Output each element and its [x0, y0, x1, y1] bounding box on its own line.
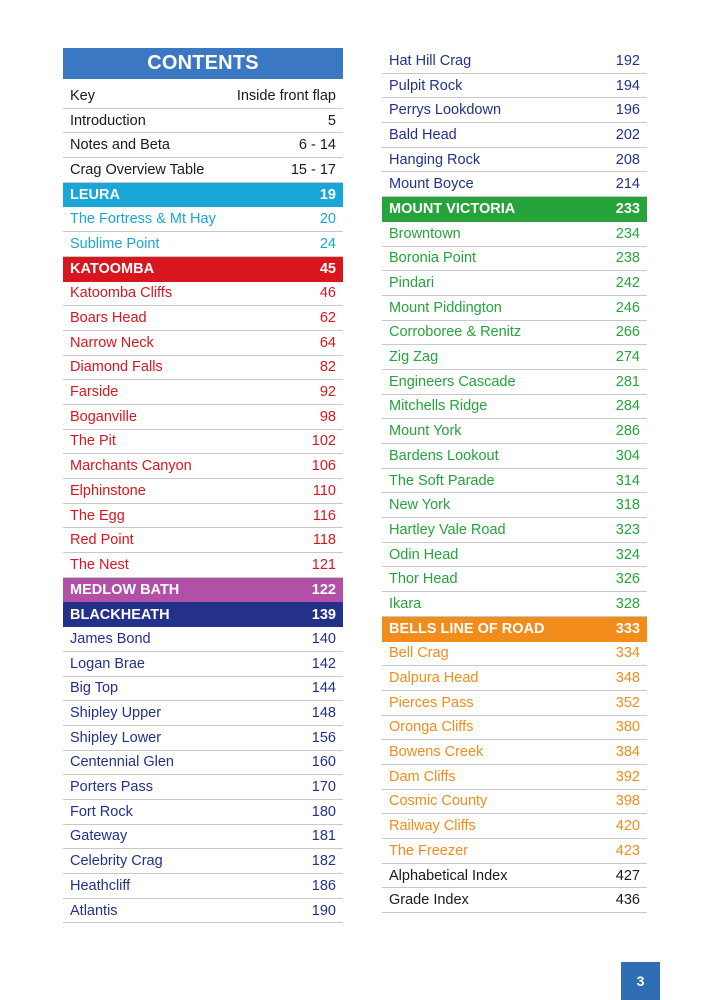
entry-page-number: 186: [311, 877, 336, 894]
entry-page-number: 15 - 17: [290, 161, 336, 178]
entry-page-number: 156: [311, 729, 336, 746]
toc-entry-logan-brae[interactable]: [63, 652, 343, 677]
toc-entry-marchants-canyon[interactable]: [63, 454, 343, 479]
toc-entry-mount-york[interactable]: [382, 419, 647, 444]
entry-title: Browntown: [389, 225, 461, 242]
entry-page-number: 436: [615, 892, 640, 909]
entry-title: Porters Pass: [70, 779, 153, 796]
entry-page-number: 182: [311, 853, 336, 870]
entry-page-number: 170: [311, 779, 336, 796]
entry-page-number: 352: [615, 694, 640, 711]
entry-title: Heathcliff: [70, 877, 131, 894]
entry-page-number: 284: [615, 398, 640, 415]
entry-page-number: 427: [615, 867, 640, 884]
entry-page-number: 140: [311, 630, 336, 647]
toc-entry-celebrity-crag[interactable]: [63, 849, 343, 874]
toc-entry-fort-rock[interactable]: [63, 800, 343, 825]
toc-entry-dalpura-head[interactable]: [382, 666, 647, 691]
toc-entry-engineers-cascade[interactable]: [382, 370, 647, 395]
entry-page-number: 24: [319, 235, 336, 252]
toc-entry-key[interactable]: [63, 84, 343, 109]
contents-list-left: [63, 84, 343, 923]
entry-title: Shipley Lower: [70, 729, 162, 746]
entry-page-number: 304: [615, 447, 640, 464]
entry-page-number: 202: [615, 126, 640, 143]
entry-title: Hartley Vale Road: [389, 521, 506, 538]
entry-page-number: 181: [311, 828, 336, 845]
entry-page-number: 348: [615, 670, 640, 687]
toc-entry-the-freezer[interactable]: [382, 839, 647, 864]
entry-page-number: 45: [319, 261, 336, 278]
entry-page-number: 160: [311, 754, 336, 771]
entry-title: Centennial Glen: [70, 754, 174, 771]
toc-entry-gateway[interactable]: [63, 825, 343, 850]
entry-title: Pierces Pass: [389, 694, 474, 711]
entry-title: Hat Hill Crag: [389, 52, 472, 69]
page-number: 3: [621, 962, 660, 1000]
entry-title: Bowens Creek: [389, 744, 484, 761]
toc-entry-james-bond[interactable]: [63, 627, 343, 652]
entry-title: Gateway: [70, 828, 128, 845]
entry-title: Cosmic County: [389, 793, 488, 810]
entry-page-number: 139: [311, 606, 336, 623]
toc-entry-introduction[interactable]: [63, 109, 343, 134]
toc-entry-shipley-upper[interactable]: [63, 701, 343, 726]
entry-page-number: 64: [319, 334, 336, 351]
entry-page-number: 46: [319, 285, 336, 302]
toc-entry-porters-pass[interactable]: [63, 775, 343, 800]
entry-page-number: 144: [311, 680, 336, 697]
entry-page-number: 266: [615, 324, 640, 341]
toc-entry-boars-head[interactable]: [63, 306, 343, 331]
entry-title: Hanging Rock: [389, 151, 481, 168]
entry-page-number: 286: [615, 423, 640, 440]
entry-title: Odin Head: [389, 546, 459, 563]
entry-page-number: 423: [615, 842, 640, 859]
entry-title: Boronia Point: [389, 250, 477, 267]
entry-page-number: 328: [615, 595, 640, 612]
entry-title: Diamond Falls: [70, 359, 163, 376]
entry-title: Thor Head: [389, 571, 458, 588]
entry-page-number: 5: [327, 112, 336, 129]
entry-title: Shipley Upper: [70, 705, 162, 722]
entry-title: LEURA: [70, 187, 120, 204]
entry-title: Bardens Lookout: [389, 447, 499, 464]
entry-page-number: 102: [311, 433, 336, 450]
toc-entry-the-soft-parade[interactable]: [382, 469, 647, 494]
entry-title: Red Point: [70, 532, 134, 549]
entry-page-number: Inside front flap: [236, 87, 336, 104]
entry-title: Engineers Cascade: [389, 373, 516, 390]
entry-title: The Pit: [70, 433, 116, 450]
entry-page-number: 324: [615, 546, 640, 563]
entry-title: The Nest: [70, 556, 129, 573]
entry-page-number: 122: [311, 582, 336, 599]
toc-entry-narrow-neck[interactable]: [63, 331, 343, 356]
entry-page-number: 20: [319, 211, 336, 228]
toc-entry-hanging-rock[interactable]: [382, 148, 647, 173]
toc-entry-pierces-pass[interactable]: [382, 691, 647, 716]
toc-entry-atlantis[interactable]: [63, 899, 343, 924]
entry-title: The Egg: [70, 507, 125, 524]
entry-page-number: 384: [615, 744, 640, 761]
entry-title: Celebrity Crag: [70, 853, 163, 870]
toc-entry-railway-cliffs[interactable]: [382, 814, 647, 839]
toc-entry-sublime-point[interactable]: [63, 232, 343, 257]
entry-title: The Freezer: [389, 842, 468, 859]
entry-page-number: 98: [319, 408, 336, 425]
entry-title: Bald Head: [389, 126, 457, 143]
toc-entry-bowens-creek[interactable]: [382, 740, 647, 765]
entry-title: Atlantis: [70, 902, 118, 919]
entry-page-number: 323: [615, 521, 640, 538]
toc-entry-centennial-glen[interactable]: [63, 751, 343, 776]
entry-page-number: 194: [615, 77, 640, 94]
toc-entry-bald-head[interactable]: [382, 123, 647, 148]
entry-title: Oronga Cliffs: [389, 719, 474, 736]
toc-entry-bell-crag[interactable]: [382, 642, 647, 667]
toc-entry-hat-hill-crag[interactable]: [382, 49, 647, 74]
entry-page-number: 196: [615, 102, 640, 119]
toc-entry-corroboree-and-renitz[interactable]: [382, 321, 647, 346]
toc-entry-boganville[interactable]: [63, 405, 343, 430]
entry-page-number: 392: [615, 768, 640, 785]
toc-entry-bardens-lookout[interactable]: [382, 444, 647, 469]
entry-title: Grade Index: [389, 892, 469, 909]
entry-title: Katoomba Cliffs: [70, 285, 173, 302]
entry-title: Fort Rock: [70, 803, 133, 820]
entry-page-number: 92: [319, 384, 336, 401]
entry-page-number: 110: [312, 482, 336, 499]
entry-title: Crag Overview Table: [70, 161, 205, 178]
toc-entry-thor-head[interactable]: [382, 567, 647, 592]
entry-title: KATOOMBA: [70, 261, 155, 278]
entry-page-number: 192: [615, 52, 640, 69]
entry-page-number: 420: [615, 818, 640, 835]
entry-title: Zig Zag: [389, 349, 439, 366]
entry-title: MOUNT VICTORIA: [389, 201, 516, 218]
entry-page-number: 6 - 14: [298, 137, 336, 154]
entry-page-number: 190: [311, 902, 336, 919]
entry-title: Mount Boyce: [389, 176, 474, 193]
entry-title: Mount Piddington: [389, 299, 502, 316]
toc-entry-pulpit-rock[interactable]: [382, 74, 647, 99]
section-header-mount-victoria[interactable]: [382, 197, 647, 222]
entry-page-number: 82: [319, 359, 336, 376]
section-header-blackheath[interactable]: [63, 602, 343, 627]
toc-entry-the-pit[interactable]: [63, 430, 343, 455]
entry-page-number: 180: [311, 803, 336, 820]
entry-title: The Fortress & Mt Hay: [70, 211, 216, 228]
entry-title: Narrow Neck: [70, 334, 154, 351]
toc-entry-new-york[interactable]: [382, 493, 647, 518]
toc-entry-notes-and-beta[interactable]: [63, 133, 343, 158]
entry-title: The Soft Parade: [389, 472, 495, 489]
section-header-bells-line-of-road[interactable]: [382, 617, 647, 642]
entry-page-number: 233: [615, 201, 640, 218]
toc-entry-the-fortress-and-mt-hay[interactable]: [63, 207, 343, 232]
toc-entry-odin-head[interactable]: [382, 543, 647, 568]
toc-entry-the-nest[interactable]: [63, 553, 343, 578]
toc-entry-boronia-point[interactable]: [382, 247, 647, 272]
entry-title: Mitchells Ridge: [389, 398, 488, 415]
toc-entry-elphinstone[interactable]: [63, 479, 343, 504]
entry-title: Boganville: [70, 408, 137, 425]
entry-title: Logan Brae: [70, 655, 145, 672]
section-header-leura[interactable]: [63, 183, 343, 208]
entry-title: James Bond: [70, 630, 151, 647]
toc-entry-crag-overview-table[interactable]: [63, 158, 343, 183]
entry-page-number: 121: [311, 556, 336, 573]
contents-title: CONTENTS: [63, 48, 343, 79]
toc-entry-heathcliff[interactable]: [63, 874, 343, 899]
entry-page-number: 380: [615, 719, 640, 736]
section-header-medlow-bath[interactable]: [63, 578, 343, 603]
entry-page-number: 318: [615, 497, 640, 514]
toc-entry-red-point[interactable]: [63, 528, 343, 553]
entry-title: Pindari: [389, 275, 435, 292]
toc-entry-grade-index[interactable]: [382, 888, 647, 913]
contents-column-left: [63, 48, 343, 923]
entry-page-number: 333: [615, 621, 640, 638]
section-header-katoomba[interactable]: [63, 257, 343, 282]
entry-title: Ikara: [389, 595, 422, 612]
entry-page-number: 238: [615, 250, 640, 267]
toc-entry-the-egg[interactable]: [63, 504, 343, 529]
entry-page-number: 242: [615, 275, 640, 292]
entry-title: Dalpura Head: [389, 670, 479, 687]
entry-page-number: 234: [615, 225, 640, 242]
entry-title: Pulpit Rock: [389, 77, 463, 94]
entry-title: Notes and Beta: [70, 137, 170, 154]
entry-page-number: 274: [615, 349, 640, 366]
entry-page-number: 214: [615, 176, 640, 193]
entry-page-number: 208: [615, 151, 640, 168]
entry-page-number: 326: [615, 571, 640, 588]
toc-entry-zig-zag[interactable]: [382, 345, 647, 370]
entry-title: Marchants Canyon: [70, 458, 192, 475]
entry-title: BLACKHEATH: [70, 606, 170, 623]
entry-page-number: 334: [615, 645, 640, 662]
toc-entry-mount-piddington[interactable]: [382, 296, 647, 321]
entry-title: Introduction: [70, 112, 146, 129]
entry-title: Farside: [70, 384, 119, 401]
entry-title: Perrys Lookdown: [389, 102, 502, 119]
entry-page-number: 142: [311, 655, 336, 672]
entry-page-number: 106: [311, 458, 336, 475]
entry-title: Key: [70, 87, 95, 104]
entry-title: Bell Crag: [389, 645, 449, 662]
entry-title: Railway Cliffs: [389, 818, 476, 835]
toc-entry-browntown[interactable]: [382, 222, 647, 247]
entry-title: Sublime Point: [70, 235, 160, 252]
toc-entry-mount-boyce[interactable]: [382, 172, 647, 197]
entry-page-number: 148: [311, 705, 336, 722]
toc-entry-alphabetical-index[interactable]: [382, 864, 647, 889]
toc-entry-pindari[interactable]: [382, 271, 647, 296]
entry-title: BELLS LINE OF ROAD: [389, 621, 545, 638]
toc-entry-ikara[interactable]: [382, 592, 647, 617]
contents-column-right: [382, 49, 647, 913]
entry-page-number: 246: [615, 299, 640, 316]
entry-page-number: 118: [312, 532, 336, 549]
toc-entry-dam-cliffs[interactable]: [382, 765, 647, 790]
entry-page-number: 19: [319, 187, 336, 204]
entry-title: Big Top: [70, 680, 119, 697]
contents-list-right: [382, 49, 647, 913]
toc-entry-perrys-lookdown[interactable]: [382, 98, 647, 123]
entry-page-number: 62: [319, 310, 336, 327]
toc-entry-big-top[interactable]: [63, 677, 343, 702]
entry-page-number: 398: [615, 793, 640, 810]
entry-title: Corroboree & Renitz: [389, 324, 522, 341]
entry-title: Elphinstone: [70, 482, 146, 499]
entry-page-number: 116: [312, 507, 336, 524]
toc-entry-hartley-vale-road[interactable]: [382, 518, 647, 543]
entry-title: Mount York: [389, 423, 462, 440]
toc-entry-cosmic-county[interactable]: [382, 790, 647, 815]
entry-title: Dam Cliffs: [389, 768, 456, 785]
toc-entry-oronga-cliffs[interactable]: [382, 716, 647, 741]
entry-page-number: 314: [615, 472, 640, 489]
entry-page-number: 281: [615, 373, 640, 390]
toc-entry-shipley-lower[interactable]: [63, 726, 343, 751]
toc-entry-katoomba-cliffs[interactable]: [63, 282, 343, 307]
entry-title: New York: [389, 497, 451, 514]
toc-entry-diamond-falls[interactable]: [63, 356, 343, 381]
toc-entry-mitchells-ridge[interactable]: [382, 395, 647, 420]
entry-title: MEDLOW BATH: [70, 582, 180, 599]
entry-title: Alphabetical Index: [389, 867, 508, 884]
entry-title: Boars Head: [70, 310, 147, 327]
toc-entry-farside[interactable]: [63, 380, 343, 405]
